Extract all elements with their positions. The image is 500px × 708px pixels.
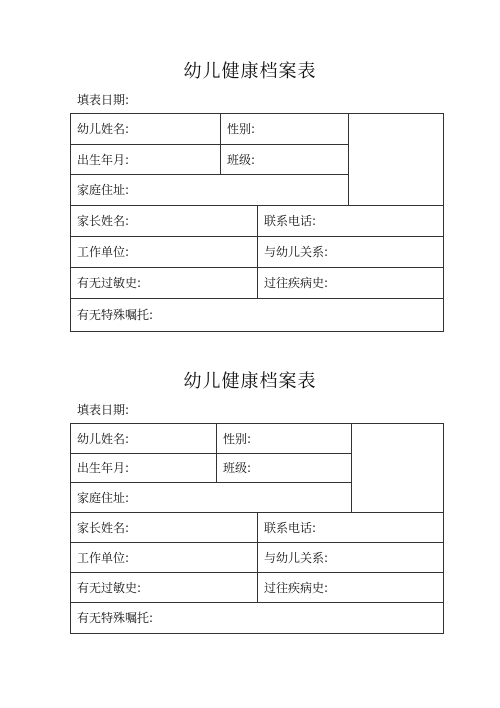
class-label: 班级: — [223, 461, 252, 475]
relation-cell[interactable] — [258, 237, 444, 268]
address-cell[interactable] — [71, 175, 349, 206]
relation-cell[interactable] — [258, 543, 444, 573]
parent-name-cell[interactable] — [71, 206, 258, 237]
work-unit-label: 工作单位: — [77, 550, 130, 565]
phone-cell[interactable] — [258, 206, 444, 237]
special-notes-cell[interactable] — [71, 603, 444, 634]
gender-label: 性别: — [227, 122, 256, 136]
special-notes-cell[interactable] — [71, 299, 444, 332]
fill-date-label: 填表日期: — [77, 93, 130, 107]
allergy-cell[interactable] — [71, 573, 258, 603]
allergy-label: 有无过敏史: — [77, 276, 142, 290]
allergy-cell[interactable] — [71, 268, 258, 299]
relation-label: 与幼儿关系: — [264, 245, 329, 259]
photo-box — [349, 114, 444, 206]
medical-history-label: 过往疾病史: — [264, 580, 329, 595]
phone-cell[interactable] — [258, 513, 444, 543]
form-table — [70, 113, 444, 332]
work-unit-cell[interactable] — [71, 237, 258, 268]
fill-date-label: 填表日期: — [77, 403, 130, 417]
birth-date-label: 出生年月: — [77, 152, 130, 167]
birth-date-label: 出生年月: — [77, 461, 130, 475]
phone-label: 联系电话: — [264, 214, 317, 228]
parent-name-cell[interactable] — [71, 513, 258, 543]
special-notes-label: 有无特殊嘱托: — [77, 308, 154, 322]
special-notes-label: 有无特殊嘱托: — [77, 611, 154, 625]
child-name-cell[interactable] — [71, 424, 217, 454]
medical-history-cell[interactable] — [258, 268, 444, 299]
work-unit-label: 工作单位: — [77, 245, 130, 259]
allergy-label: 有无过敏史: — [77, 580, 142, 595]
address-cell[interactable] — [71, 483, 352, 513]
gender-cell[interactable] — [217, 424, 352, 454]
gender-label: 性别: — [223, 431, 252, 446]
child-name-label: 幼儿姓名: — [77, 431, 130, 446]
parent-name-label: 家长姓名: — [77, 520, 130, 535]
relation-label: 与幼儿关系: — [264, 550, 329, 565]
child-name-cell[interactable] — [71, 114, 221, 145]
class-label: 班级: — [227, 152, 256, 167]
child-name-label: 幼儿姓名: — [77, 122, 130, 136]
photo-box — [352, 424, 444, 513]
medical-history-label: 过往疾病史: — [264, 276, 329, 290]
birth-date-cell[interactable] — [71, 454, 217, 483]
form-table — [70, 423, 444, 634]
parent-name-label: 家长姓名: — [77, 214, 130, 228]
work-unit-cell[interactable] — [71, 543, 258, 573]
phone-label: 联系电话: — [264, 520, 317, 535]
address-label: 家庭住址: — [77, 183, 130, 197]
class-cell[interactable] — [217, 454, 352, 483]
birth-date-cell[interactable] — [71, 145, 221, 175]
form-title: 幼儿健康档案表 — [183, 61, 317, 82]
form-title: 幼儿健康档案表 — [183, 371, 317, 392]
gender-cell[interactable] — [221, 114, 349, 145]
address-label: 家庭住址: — [77, 490, 130, 505]
medical-history-cell[interactable] — [258, 573, 444, 603]
class-cell[interactable] — [221, 145, 349, 175]
